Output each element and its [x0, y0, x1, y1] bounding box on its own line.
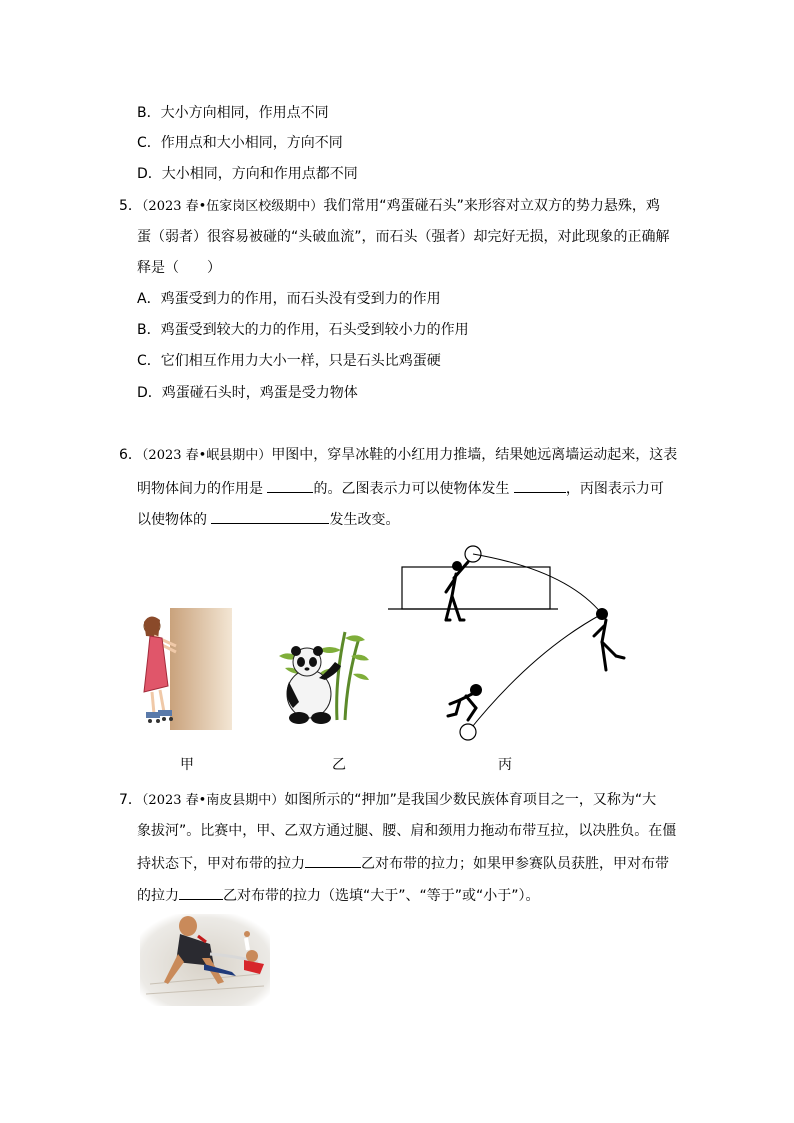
girl-pushing-wall-figure — [140, 606, 235, 731]
caption-bing: 丙 — [498, 757, 512, 773]
q5-text: 我们常用“鸡蛋碰石头”来形容对立双方的势力悬殊，鸡 — [323, 198, 660, 214]
answer-blank-2[interactable] — [514, 478, 566, 493]
q5-option-b: B．鸡蛋受到较大的力的作用，石头受到较小力的作用 — [137, 322, 469, 338]
q6-source: （2023 春•岷县期中） — [141, 448, 272, 463]
q5-source: （2023 春•伍家岗区校级期中） — [141, 199, 324, 214]
q6-stem-line2: 明物体间力的作用是 的。乙图表示力可以使物体发生 ，丙图表示力可 — [137, 478, 664, 498]
caption-jia: 甲 — [180, 757, 194, 773]
q7-number: 7． — [119, 792, 142, 808]
answer-blank-1[interactable] — [267, 478, 313, 493]
q5-stem-line2: 蛋（弱者）很容易被碰的“头破血流”，而石头（强者）却完好无损，对此现象的正确解 — [137, 229, 670, 245]
answer-blank-3[interactable] — [211, 509, 329, 524]
q5-stem-line1 — [119, 197, 660, 216]
panda-bamboo-figure — [275, 628, 370, 726]
q7-source: （2023 春•南皮县期中） — [141, 793, 285, 808]
q6-number: 6． — [119, 447, 142, 463]
q4-option-d: D．大小相同，方向和作用点都不同 — [137, 166, 358, 182]
q7-stem-line1 — [119, 791, 656, 810]
q6-text: 甲图中，穿旱冰鞋的小红用力推墙，结果她远离墙运动起来，这表 — [271, 447, 678, 463]
q6-stem-line1 — [119, 446, 677, 465]
answer-blank-5[interactable] — [179, 885, 223, 900]
yajia-tug-of-war-photo — [140, 914, 270, 1006]
q5-number: 5． — [119, 198, 142, 214]
q5-stem-line3: 释是（ ） — [137, 260, 221, 276]
ball-throw-trajectory-figure — [388, 540, 628, 742]
q5-option-c: C．它们相互作用力大小一样，只是石头比鸡蛋硬 — [137, 353, 441, 369]
q5-option-a: A．鸡蛋受到力的作用，而石头没有受到力的作用 — [137, 291, 441, 307]
q7-stem-line2: 象拔河”。比赛中，甲、乙双方通过腿、腰、肩和颈用力拖动布带互拉，以决胜负。在僵 — [137, 823, 677, 839]
answer-blank-4[interactable] — [305, 853, 361, 868]
q4-option-c: C．作用点和大小相同，方向不同 — [137, 135, 343, 151]
q4-option-b: B．大小方向相同，作用点不同 — [137, 105, 329, 121]
q5-option-d: D．鸡蛋碰石头时，鸡蛋是受力物体 — [137, 385, 358, 401]
q7-text: 如图所示的“押加”是我国少数民族体育项目之一，又称为“大 — [284, 792, 657, 808]
q7-stem-line3: 持状态下，甲对布带的拉力 乙对布带的拉力；如果甲参赛队员获胜，甲对布带 — [137, 853, 669, 873]
q6-stem-line3: 以使物体的 发生改变。 — [137, 509, 399, 529]
q7-stem-line4: 的拉力 乙对布带的拉力（选填“大于”、“等于”或“小于”）。 — [137, 885, 540, 905]
caption-yi: 乙 — [332, 757, 346, 773]
